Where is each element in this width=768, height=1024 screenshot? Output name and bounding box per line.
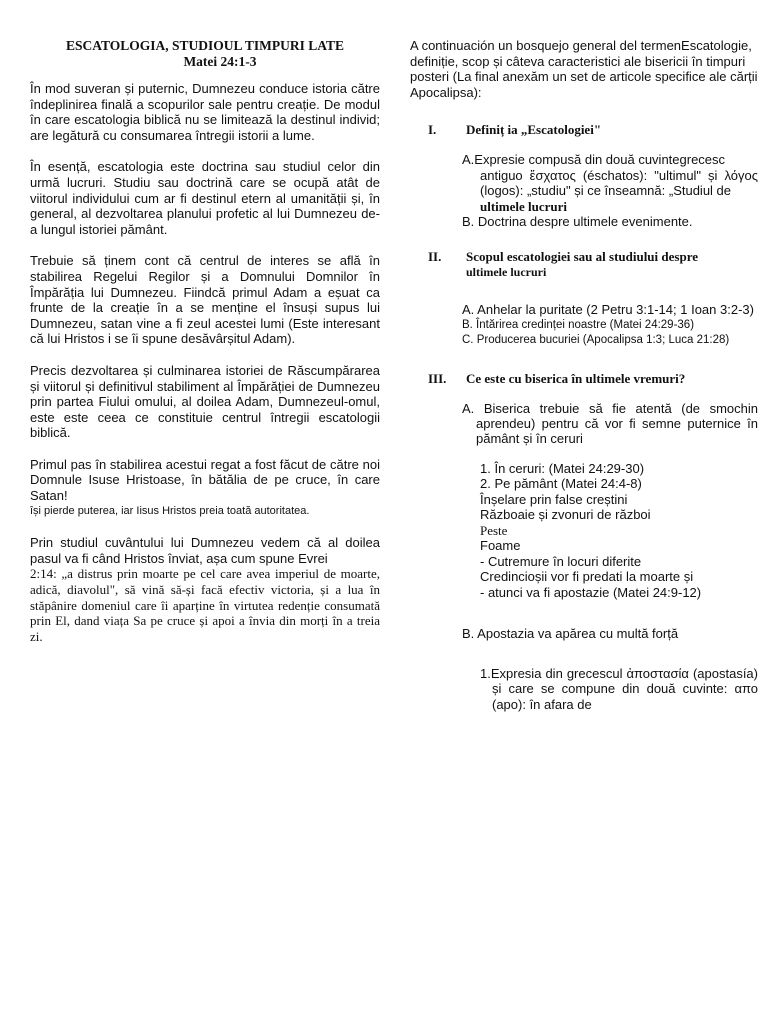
section-1-heading (428, 122, 758, 138)
numbered-item-2: 2. Pe pământ (Matei 24:4-8) (480, 476, 642, 492)
section-2-item-b: B. Întărirea credinței noastre (Matei 24:29-36) (462, 318, 695, 331)
section-2-item-a: A. Anhelar la puritate (2 Petru 3:1-14; 1 Ioan 3:2-3) (462, 302, 754, 318)
paragraph-5: Primul pas în stabilirea acestui regat a fost făcut de către noi Domnule Isuse Hristoase, în bătălia de pe cruce, în care Satan! (30, 456, 380, 504)
left-column (30, 0, 380, 644)
paragraph-2: În esență, escatologia este doctrina sau studiul celor din urmă lucruri. Studiu sau doctrină care se ocupă atât de viitorul individului cum ar fi destinul etern al umanității și, în general, al dezvoltarea planului profetic al lui Dumnezeu de-a lungul istoriei pământ. (30, 159, 380, 237)
section-title: Definiț ia „Escatologiei" (466, 122, 602, 138)
section-1-item-b: B. Doctrina despre ultimele evenimente. (462, 214, 693, 229)
document-subtitle: Matei 24:1-3 (183, 54, 257, 69)
paragraph-5-cont: își pierde puterea, iar Iisus Hristos preia toată autoritatea. (30, 504, 310, 517)
sign-item: Credincioșii vor fi predati la moarte și (480, 569, 694, 585)
paragraph-4: Precis dezvoltarea și culminarea istoriei de Răscumpărarea și viitorul și definitivul stabiliment al Împărăției de Dumnezeu prin partea Fiului omului, al doilea Adam, Dumnezeul-omul, este este ceea ce constituie centrul întregii escatologii biblică. (30, 362, 380, 441)
section-3-item-b: B. Apostazia va apărea cu multă forță (462, 626, 679, 642)
paragraph-1: În mod suveran și puternic, Dumnezeu conduce istoria către îndeplinirea finală a scopurilor sale pentru creație. De modul în care escatologia biblică nu se limitează la destinul individ; are legătură cu consumarea întregii istorii a lume. (30, 81, 380, 143)
section-title: Scopul escatologiei sau al studiului despre (466, 249, 698, 265)
section-1-item-a-text: antiguo ἔσχατος (éschatos): "ultimul" și λόγος (logos): „studiu" și ce înseamnă: „Studiul de (480, 167, 758, 199)
section-3-item-a: A. Biserica trebuie să fie atentă (de smochin aprendeu) pentru că vor fi semne puternice în pământ și în ceruri (462, 400, 758, 447)
sign-item: Înșelare prin false creștini (480, 491, 628, 507)
section-2-heading (428, 249, 758, 265)
section-title: Ce este cu biserica în ultimele vremuri? (466, 370, 686, 386)
section-1-item-a-term: ultimele lucruri (480, 198, 568, 214)
paragraph-6: Prin studiul cuvântului lui Dumnezeu vedem că al doilea pasul va fi când Hristos înviat, așa cum spune Evrei (30, 535, 380, 566)
sign-item: - Cutremure în locuri diferite (480, 553, 642, 569)
section-1-item-a: A.Expresie compusă din două cuvintegrecesc (462, 152, 726, 168)
sign-item: Războaie și zvonuri de război (480, 507, 651, 523)
section-number: II. (428, 249, 442, 265)
sign-item: Peste (480, 522, 508, 538)
section-3-item-b1: 1.Expresia din grecescul ἀποστασία (apostasía) și care se compune din două cuvinte: απο (apo): în afara de (480, 665, 758, 712)
document-title: ESCATOLOGIA, STUDIOUL TIMPURI LATE (65, 38, 345, 53)
sign-item: - atunci va fi apostazie (Matei 24:9-12) (480, 584, 702, 600)
outline-intro: A continuación un bosquejo general del termenEscatologie, definiție, scop și câteva caracteristici ale bisericii în timpuri posteri (La final anexăm un set de articole specifice ale cărții Apocalipsa): (410, 38, 758, 100)
sign-item: Foame (480, 538, 521, 554)
section-2-subtitle: ultimele lucruri (466, 265, 547, 280)
section-number: I. (428, 122, 437, 138)
section-number: III. (428, 370, 447, 386)
paragraph-3: Trebuie să ținem cont că centrul de interes se află în stabilirea Regelui Regilor și a Domnului Domnilor în Împărăția lui Dumnezeu. Fiindcă primul Adam a eșuat ca frunte de la creație în a se menține el însuși supus lui Dumnezeu, satan vine a fi zeul acestei lumi (Este interesant că lui Hristos i se îi spune desăvârșitul Adam). (30, 253, 380, 347)
numbered-item-1: 1. În ceruri: (Matei 24:29-30) (480, 460, 645, 476)
section-3-heading (428, 371, 758, 387)
section-2-item-c: C. Producerea bucuriei (Apocalipsa 1:3; Luca 21:28) (462, 334, 730, 347)
paragraph-7: 2:14: „a distrus prin moarte pe cel care avea imperiul de moarte, adică, diavolul", să vină să-și facă efectiv victoria, și a lua în stăpânire domeniul care îi aparține în virtutea redenție consumată prin El, dand viața Sa pe cruce și apoi a învia din morți în a treia zi. (30, 566, 380, 644)
right-column (410, 0, 758, 712)
